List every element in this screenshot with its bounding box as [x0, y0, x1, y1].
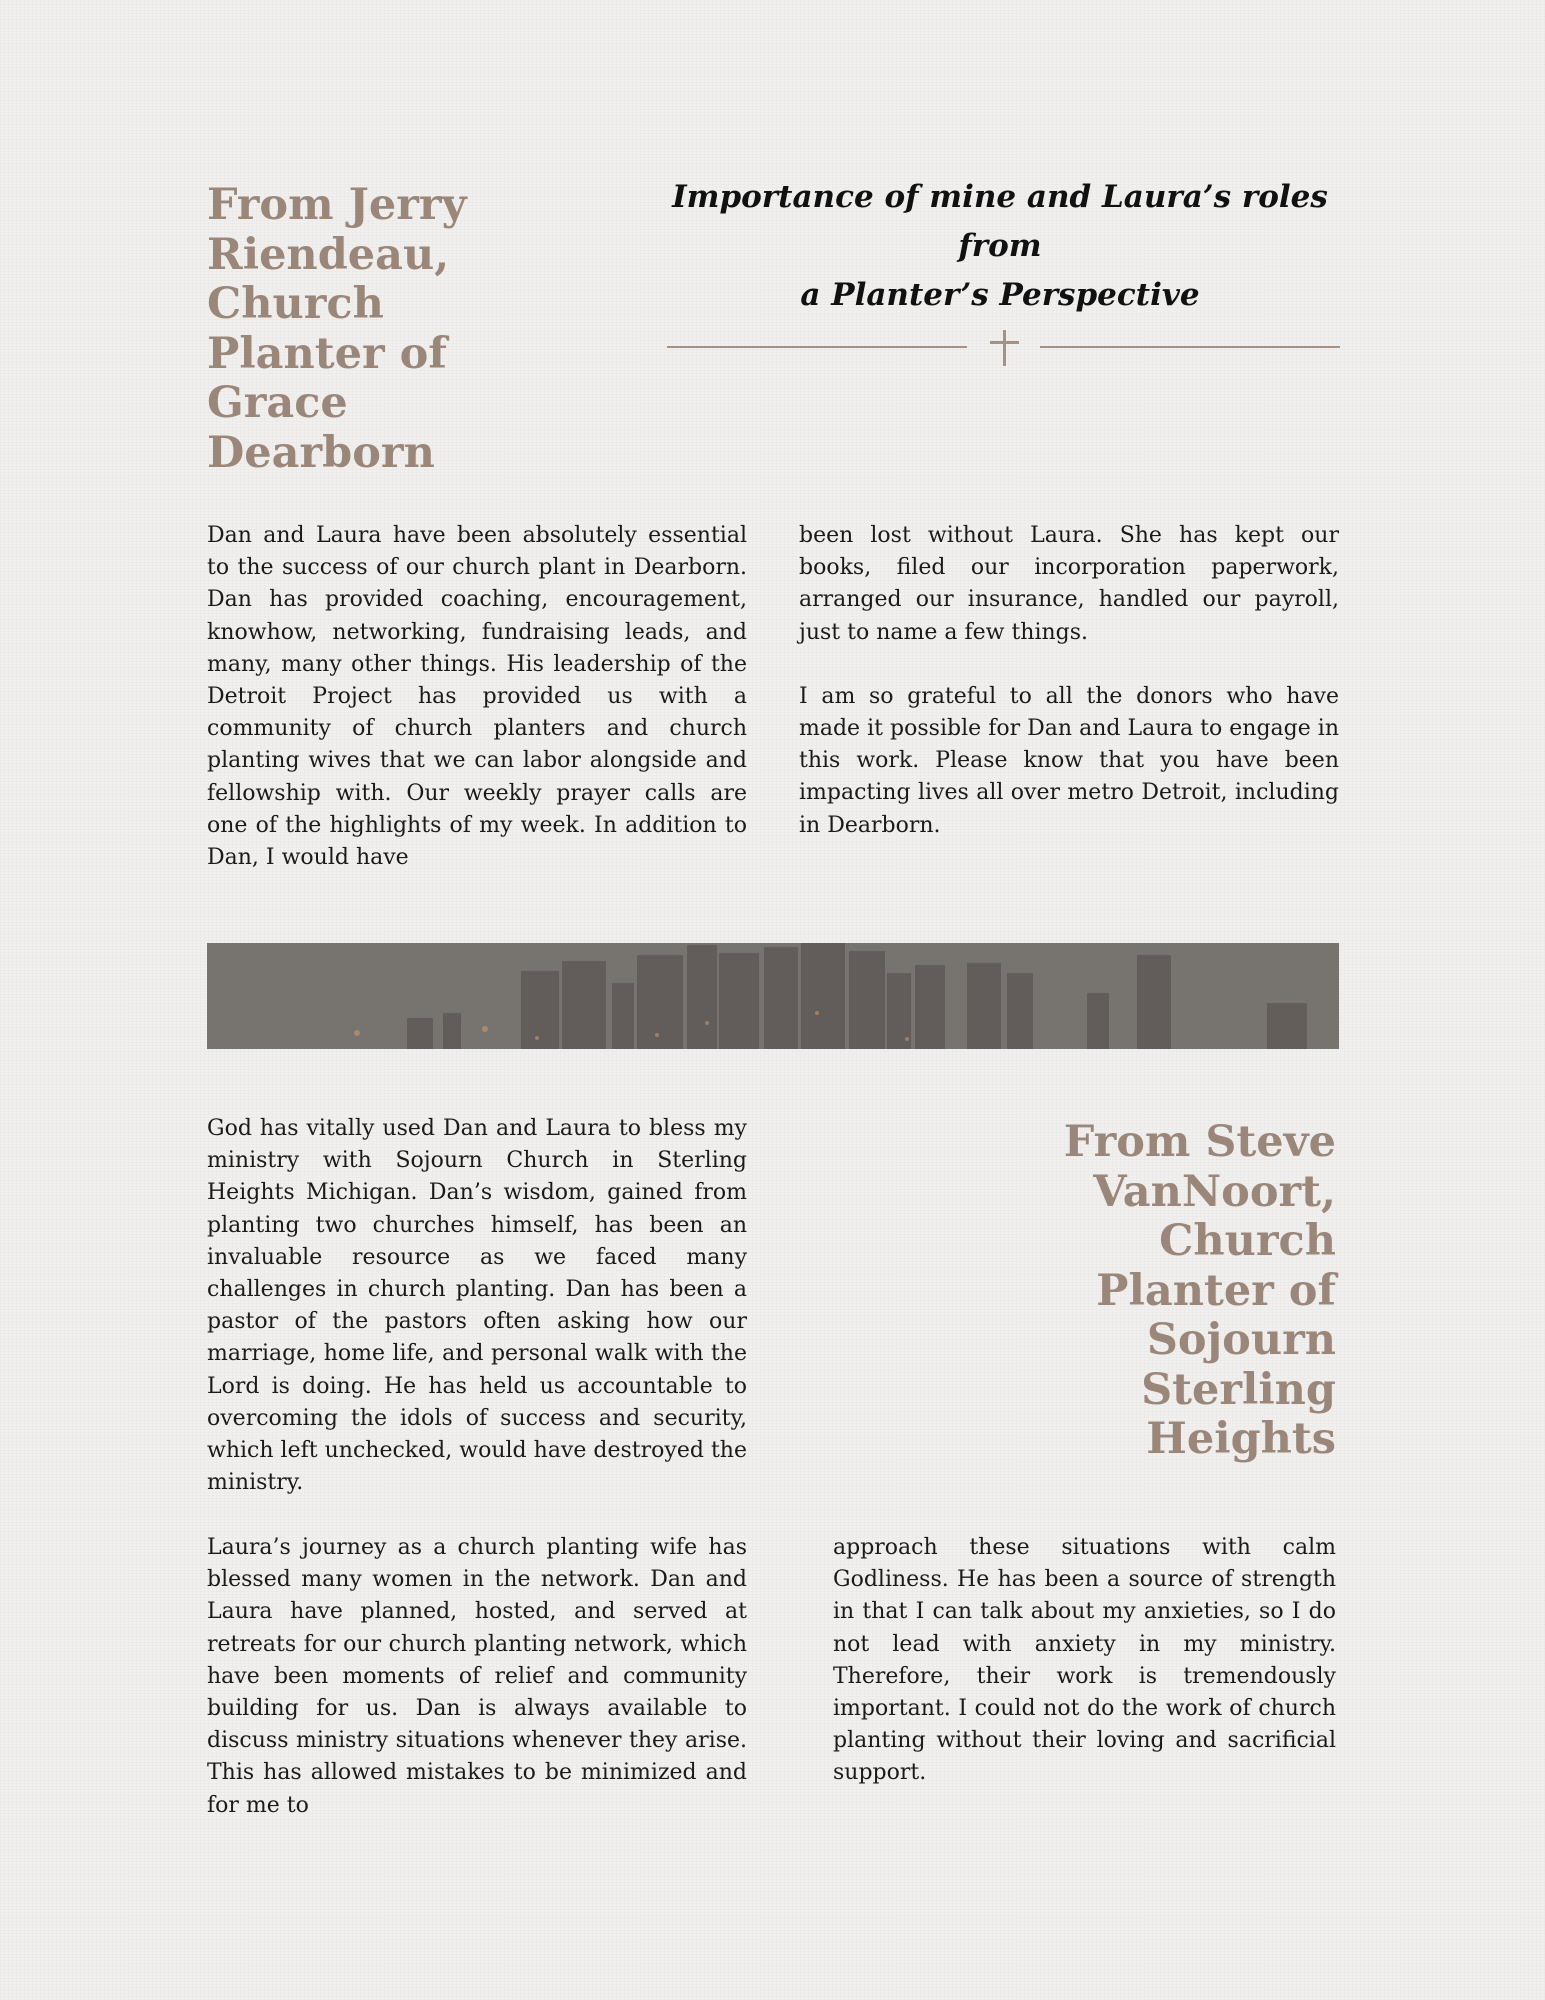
- jerry-heading-line: Riendeau,: [207, 229, 450, 280]
- steve-heading-line: From Steve: [1063, 1117, 1336, 1167]
- divider-rule-left: [667, 346, 967, 348]
- steve-paragraph2: Laura’s journey as a church planting wife has blessed many women in the network. Dan and Laura have planned, hosted, and served at retreats for our church planting network, which have been moments of relief and community building for us. Dan is always available to discuss ministry situations whenever they arise. This has allowed mistakes to be minimized and for me to: [207, 1535, 747, 1818]
- steve-paragraph3: approach these situations with calm Godliness. He has been a source of strength in that I can talk about my anxieties, so I do not lead with anxiety in my ministry. Therefore, their work is tremendously important. I could not do the work of church planting without their loving and sacrificial support.: [833, 1535, 1336, 1786]
- jerry-heading: [207, 181, 497, 478]
- jerry-heading-line: Grace: [207, 378, 348, 428]
- steve-heading-line: Sterling: [1141, 1364, 1336, 1415]
- jerry-col2-paragraph1: been lost without Laura. She has kept our books, filed our incorporation paperwork, arranged our insurance, handled our payroll, just to name a few things.: [799, 523, 1339, 645]
- steve-heading-line: Church: [1159, 1216, 1336, 1266]
- jerry-heading-line: Church: [207, 279, 384, 329]
- jerry-col2-paragraph2: I am so grateful to all the donors who have made it possible for Dan and Laura to engage in this work. Please know that you have been impacting lives all over metro Detroit, including in Dearborn.: [799, 683, 1339, 838]
- section-title-line2: a Planter’s Perspective: [800, 277, 1200, 313]
- jerry-heading-line: From Jerry: [207, 180, 467, 230]
- cross-icon-horizontal: [990, 341, 1019, 344]
- jerry-text-col2: [799, 520, 1339, 842]
- divider-rule-right: [1040, 346, 1340, 348]
- section-title-line1: Importance of mine and Laura’s roles from: [672, 179, 1328, 264]
- section-title: [640, 173, 1360, 320]
- steve-heading-line: Planter of: [1096, 1265, 1336, 1316]
- steve-heading-line: Heights: [1146, 1414, 1336, 1464]
- steve-heading-line: Sojourn: [1146, 1315, 1336, 1365]
- jerry-text-col1: Dan and Laura have been absolutely essential to the success of our church plant in Dearborn. Dan has provided coaching, encouragement, knowhow, networking, fundraising leads, and many, many other things. His leadership of the Detroit Project has provided us with a community of church planters and church planting wives that we can labor alongside and fellowship with. Our weekly prayer calls are one of the highlights of my week. In addition to Dan, I would have: [207, 523, 747, 871]
- jerry-heading-line: Dearborn: [207, 427, 435, 478]
- city-skyline-image: [207, 943, 1339, 1049]
- cross-icon-vertical: [1003, 330, 1006, 366]
- steve-paragraph1: God has vitally used Dan and Laura to bless my ministry with Sojourn Church in Sterling Heights Michigan. Dan’s wisdom, gained from planting two churches himself, has been an invaluable resource as we faced many challenges in church planting. Dan has been a pastor of the pastors often asking how our marriage, home life, and personal walk with the Lord is doing. He has held us accountable to overcoming the idols of success and security, which left unchecked, would have destroyed the ministry.: [207, 1116, 747, 1496]
- jerry-heading-line: Planter of: [207, 328, 447, 379]
- steve-heading-line: VanNoort,: [1093, 1166, 1336, 1217]
- steve-heading: [1040, 1118, 1336, 1465]
